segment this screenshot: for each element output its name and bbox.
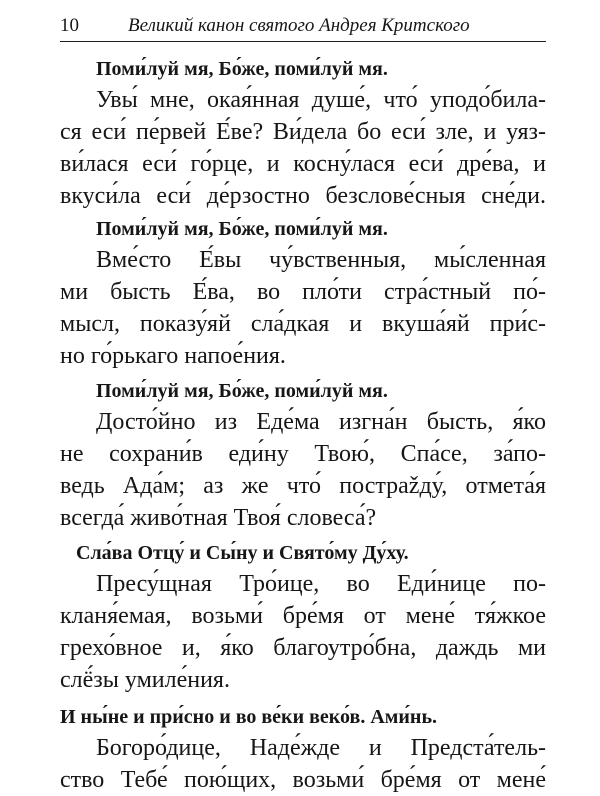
refrain: Поми́луй мя, Бо́же, поми́луй мя. <box>96 380 388 402</box>
text-line: Вме́сто Е́вы чу́вственныя, мы́сленная <box>96 247 546 273</box>
refrain-doxology: Сла́ва Отцу́ и Сы́ну и Свято́му Ду́ху. <box>76 542 409 564</box>
refrain-doxology: И ны́не и при́сно и во ве́ки веко́в. Ами́нь. <box>60 706 438 728</box>
running-title: Великий канон святого Андрея Критского <box>128 15 470 36</box>
troparion <box>60 84 546 212</box>
text-line: не сохрани́в еди́ну Твою́, Спа́се, за́по- <box>60 441 546 467</box>
text-line: грехо́вное и, я́ко благоутро́бна, даждь ми <box>60 635 546 661</box>
text-line: мысл, показу́яй сла́дкая и вкуша́яй при́с- <box>60 311 546 337</box>
text-line: всегда́ живо́тная Твоя́ словеса́? <box>60 505 377 531</box>
text-line: ми бысть Е́ва, во пло́ти стра́стный по́- <box>60 279 546 305</box>
theotokion <box>60 732 546 796</box>
text-line: кланя́емая, возьми́ бре́мя от мене́ тя́жкое <box>60 603 546 629</box>
page-number: 10 <box>60 15 79 36</box>
text-line: ви́лася еси́ го́рце, и косну́лася еси́ дре́ва, и <box>60 151 546 177</box>
text-line: но го́рькаго напое́ния. <box>60 343 286 369</box>
troparion <box>60 568 546 696</box>
refrain: Поми́луй мя, Бо́же, поми́луй мя. <box>96 58 388 80</box>
text-line: Богоро́дице, Наде́жде и Предста́тель- <box>96 735 546 761</box>
text-line: Пресу́щная Тро́ице, во Еди́нице по- <box>96 571 546 597</box>
canon-text <box>60 50 546 796</box>
text-line: Досто́йно из Еде́ма изгна́н бысть, я́ко <box>96 409 546 435</box>
text-line: Увы́ мне, окая́нная душе́, что́ уподо́била- <box>96 87 546 113</box>
text-line: слё́зы умиле́ния. <box>60 667 230 693</box>
page-header <box>60 14 546 40</box>
refrain: Поми́луй мя, Бо́же, поми́луй мя. <box>96 218 388 240</box>
troparion <box>60 244 546 372</box>
text-line: ся еси́ пе́рвей Е́ве? Ви́дела бо еси́ зле, и уяз- <box>60 119 546 145</box>
text-line: ведь Ада́м; аз же что́ пострažду́, отмета́я <box>60 473 546 499</box>
header-rule <box>60 41 546 42</box>
text-line: ство Тебе́ пою́щих, возьми́ бре́мя от мене́ <box>60 767 546 793</box>
troparion <box>60 406 546 534</box>
text-line: вкуси́ла еси́ де́рзостно безслове́сныя сне́ди. <box>60 183 546 209</box>
